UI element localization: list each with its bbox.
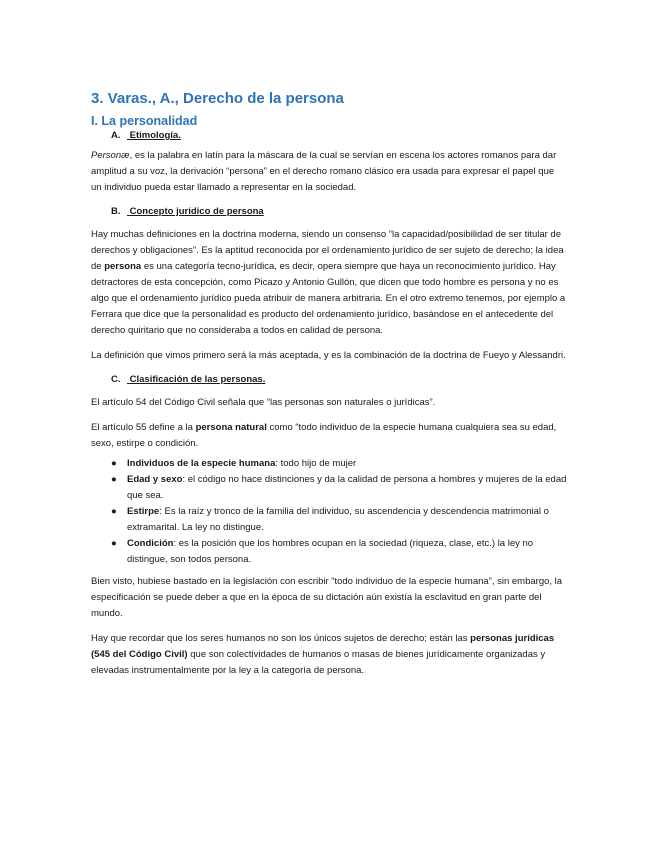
bullet-icon: ● xyxy=(111,538,117,549)
subheading-b xyxy=(111,205,567,218)
paragraph-article-55-bold: persona natural xyxy=(195,422,267,433)
list-item-term: Estirpe xyxy=(127,506,160,517)
paragraph-article-54: El artículo 54 del Código Civil señala que “las personas son naturales o jurídicas”. xyxy=(91,397,436,408)
list-item xyxy=(91,456,567,472)
list-item-text: : Es la raíz y tronco de la familia del individuo, su ascendencia y descendencia matrimonial o extramarital. La ley no distingue. xyxy=(127,506,549,533)
paragraph-concept-text-b: es una categoría tecno-jurídica, es decir, opera siempre que haya un reconocimiento jurídico. Hay detractores de esta concepción, como Picazo y Antonio Gullón, que dicen que todo hombre es persona y no es algo que el ordenamiento jurídico pueda atribuir de manera arbitraria. En el otro extremo tenemos, por ejemplo a Ferrara que dice que la personalidad es producto del ordenamiento jurídico, basándose en el antecedente del derecho quiritario que no consideraba a todos en calidad de persona. xyxy=(91,261,566,336)
paragraph-article-55 xyxy=(91,420,567,452)
list-item xyxy=(91,504,567,536)
document-content xyxy=(91,89,567,679)
paragraph-concept-text-a: Hay muchas definiciones en la doctrina moderna, siendo un consenso “la capacidad/posibilidad de ser titular de derechos y obligaciones”. Es la aptitud reconocida por el ordenamiento jurídico de ser sujeto de derecho; la idea de xyxy=(91,229,564,272)
list-item-term: Edad y sexo xyxy=(127,474,183,485)
list-item xyxy=(91,536,567,568)
bullet-list xyxy=(91,456,567,568)
paragraph-legal-persons-text-b: que son colectividades de humanos o masas de bienes jurídicamente organizadas y elevadas instrumentalmente por la ley a la categoría de persona. xyxy=(91,649,546,676)
list-item-text: : el código no hace distinciones y da la calidad de persona a hombres y mujeres de la edad que sea. xyxy=(127,474,567,501)
subheading-a-letter: A. xyxy=(111,130,121,141)
paragraph-legal-persons-bold: personas jurídicas (545 del Código Civil) xyxy=(91,633,555,660)
subheading-b-text: Concepto jurídico de persona xyxy=(129,206,264,217)
paragraph-etymology-text: , es la palabra en latín para la máscara de la cual se servían en escena los actores romanos para dar amplitud a su voz, la derivación “persona” en el derecho romano clásico era usada para expresar el papel que un individuo pueda estar llamado a representar en la sociedad. xyxy=(91,150,557,193)
document-title: 3. Varas., A., Derecho de la persona xyxy=(91,90,344,107)
subheading-c-text: Clasificación de las personas. xyxy=(129,374,266,385)
subheading-c xyxy=(111,373,567,386)
paragraph-etymology xyxy=(91,148,567,196)
bullet-icon: ● xyxy=(111,458,117,469)
list-item-term: Condición xyxy=(127,538,174,549)
subheading-c-letter: C. xyxy=(111,374,121,385)
list-item xyxy=(91,472,567,504)
subheading-a-text: Etimología. xyxy=(129,130,181,141)
subheading-a xyxy=(111,129,567,142)
list-item-term: Individuos de la especie humana xyxy=(127,458,276,469)
subheading-b-letter: B. xyxy=(111,206,121,217)
paragraph-etymology-italic: Personæ xyxy=(91,150,130,161)
paragraph-legal-persons xyxy=(91,631,567,679)
list-item-text: : es la posición que los hombres ocupan en la sociedad (riqueza, clase, etc.) la ley no distingue, son todos persona. xyxy=(127,538,534,565)
paragraph-legal-persons-text-a: Hay que recordar que los seres humanos no son los únicos sujetos de derecho; están las xyxy=(91,633,471,644)
bullet-icon: ● xyxy=(111,474,117,485)
paragraph-article-55-text-a: El artículo 55 define a la xyxy=(91,422,196,433)
bullet-icon: ● xyxy=(111,506,117,517)
list-item-text: : todo hijo de mujer xyxy=(275,458,357,469)
paragraph-concept-bold: persona xyxy=(104,261,142,272)
paragraph-article-55-text-b: como “todo individuo de la especie humana cualquiera sea su edad, sexo, estirpe o condición. xyxy=(91,422,557,449)
paragraph-definition: La definición que vimos primero será la más aceptada, y es la combinación de la doctrina de Fueyo y Alessandri. xyxy=(91,350,566,361)
section-heading: I. La personalidad xyxy=(91,114,198,128)
paragraph-interpretation: Bien visto, hubiese bastado en la legislación con escribir “todo individuo de la especie humana”, sin embargo, la especificación se puede deber a que en la época de su dictación aún existía la esclavitud en gran parte del mundo. xyxy=(91,576,563,619)
paragraph-concept xyxy=(91,227,567,339)
